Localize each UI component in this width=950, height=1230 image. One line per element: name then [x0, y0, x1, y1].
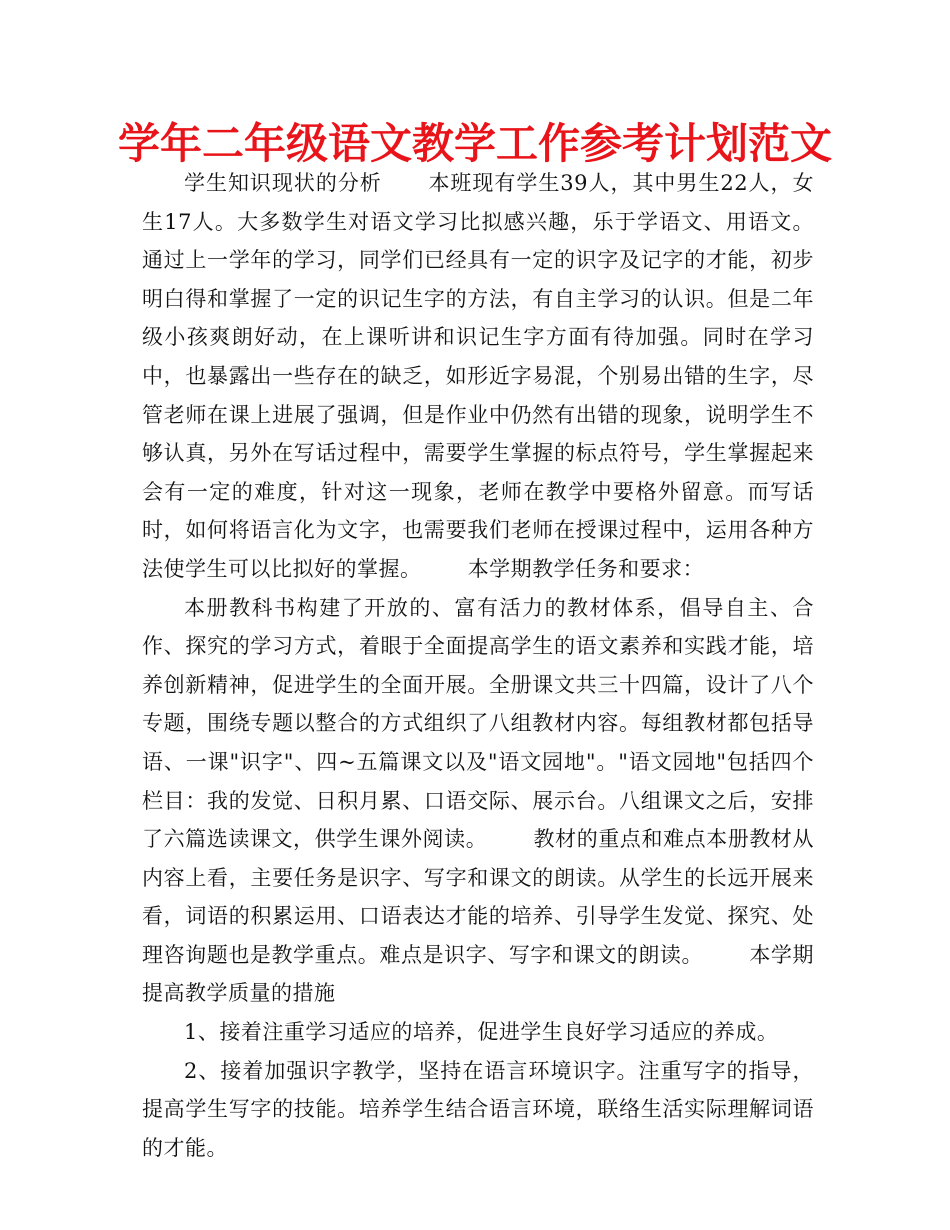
document-title: 学年二年级语文教学工作参考计划范文 — [117, 119, 832, 168]
section-heading-tasks: 本学期教学任务和要求： — [467, 556, 705, 581]
list-item-measure-2 — [142, 1052, 814, 1168]
paragraph-text: 2、接着加强识字教学，坚持在语言环境识字。注重写字的指导，提高学生写字的技能。培养学生结合语言环境，联络生活实际理解词语的才能。 — [142, 1058, 814, 1160]
paragraph-text: 本班现有学生39人，其中男生22人，女生17人。大多数学生对语文学习比拟感兴趣，乐于学语文、用语文。通过上一学年的学习，同学们已经具有一定的识字及记字的才能，初步明白得和掌握了一定的识记生字的方法，有自主学习的认识。但是二年级小孩爽朗好动，在上课听讲和识记生字方面有待加强。同时在学习中，也暴露出一些存在的缺乏，如形近字易混，个别易出错的生字，尽管老师在课上进展了强调，但是作业中仍然有出错的现象，说明学生不够认真，另外在写话过程中，需要学生掌握的标点符号，学生掌握起来会有一定的难度，针对这一现象，老师在教学中要格外留意。而写话时，如何将语言化为文字，也需要我们老师在授课过程中，运用各种方法使学生可以比拟好的掌握。 — [142, 171, 814, 581]
list-item-measure-1 — [142, 1013, 814, 1052]
section-heading-student-analysis: 学生知识现状的分析 — [184, 171, 382, 195]
paragraph-textbook — [142, 589, 814, 1014]
document-body — [142, 164, 814, 1167]
paragraph-text: 1、接着注重学习适应的培养，促进学生良好学习适应的养成。 — [184, 1020, 779, 1045]
paragraph-student-analysis — [142, 164, 814, 589]
paragraph-text: 本册教科书构建了开放的、富有活力的教材体系，倡导自主、合作、探究的学习方式，着眼于全面提高学生的语文素养和实践才能，培养创新精神，促进学生的全面开展。全册课文共三十四篇，设计了八个专题，围绕专题以整合的方式组织了八组教材内容。每组教材都包括导语、一课"识字"、四~五篇课文以及"语文园地"。"语文园地"包括四个栏目：我的发觉、日积月累、口语交际、展示台。八组课文之后，安排了六篇选读课文，供学生课外阅读。 — [142, 595, 814, 852]
section-heading-measures: 本学期提高教学质量的措施 — [142, 942, 815, 1006]
paragraph-text: 教材的重点和难点本册教材从内容上看，主要任务是识字、写字和课文的朗读。从学生的长远开展来看，词语的积累运用、口语表达才能的培养、引导学生发觉、探究、处理咨询题也是教学重点。难点是识字、写字和课文的朗读。 — [142, 827, 815, 967]
